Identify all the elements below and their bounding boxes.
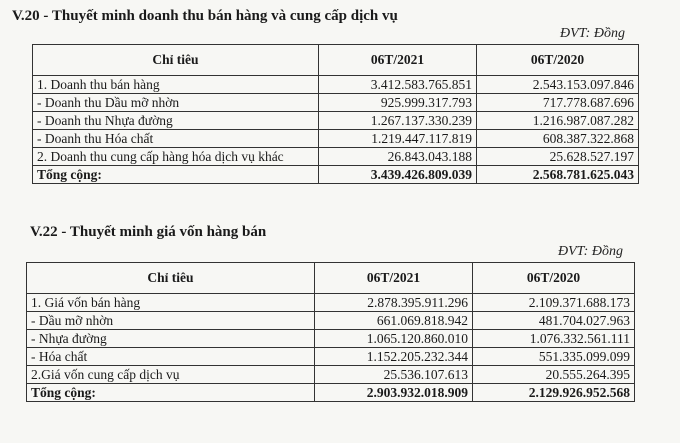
header-indicator: Chỉ tiêu <box>33 45 319 76</box>
total-2020: 2.129.926.952.568 <box>473 384 635 402</box>
revenue-table <box>32 44 639 184</box>
cogs-table <box>26 262 635 402</box>
value-2020: 1.216.987.087.282 <box>477 112 639 130</box>
table-row <box>27 312 635 330</box>
header-2020: 06T/2020 <box>473 263 635 294</box>
row-label: 1. Giá vốn bán hàng <box>27 294 315 312</box>
value-2021: 1.219.447.117.819 <box>319 130 477 148</box>
table-header-row <box>33 45 639 76</box>
row-label: - Nhựa đường <box>27 330 315 348</box>
value-2021: 2.878.395.911.296 <box>315 294 473 312</box>
value-2021: 26.843.043.188 <box>319 148 477 166</box>
table-row <box>33 130 639 148</box>
total-2021: 2.903.932.018.909 <box>315 384 473 402</box>
row-label: 2.Giá vốn cung cấp dịch vụ <box>27 366 315 384</box>
total-label: Tổng cộng: <box>33 166 319 184</box>
row-label: 2. Doanh thu cung cấp hàng hóa dịch vụ khác <box>33 148 319 166</box>
unit-label-revenue: ĐVT: Đồng <box>560 26 625 41</box>
table-row <box>27 294 635 312</box>
value-2020: 25.628.527.197 <box>477 148 639 166</box>
total-row <box>27 384 635 402</box>
table-row <box>27 366 635 384</box>
table-header-row <box>27 263 635 294</box>
value-2021: 1.152.205.232.344 <box>315 348 473 366</box>
header-2021: 06T/2021 <box>319 45 477 76</box>
value-2020: 608.387.322.868 <box>477 130 639 148</box>
total-2020: 2.568.781.625.043 <box>477 166 639 184</box>
total-label: Tổng cộng: <box>27 384 315 402</box>
header-indicator: Chỉ tiêu <box>27 263 315 294</box>
value-2020: 2.543.153.097.846 <box>477 76 639 94</box>
unit-label-cogs: ĐVT: Đồng <box>558 244 623 259</box>
value-2020: 20.555.264.395 <box>473 366 635 384</box>
value-2021: 661.069.818.942 <box>315 312 473 330</box>
total-row <box>33 166 639 184</box>
row-label: - Doanh thu Nhựa đường <box>33 112 319 130</box>
value-2021: 3.412.583.765.851 <box>319 76 477 94</box>
value-2021: 25.536.107.613 <box>315 366 473 384</box>
table-row <box>33 148 639 166</box>
table-row <box>33 76 639 94</box>
table-row <box>27 348 635 366</box>
table-row <box>33 112 639 130</box>
header-2021: 06T/2021 <box>315 263 473 294</box>
total-2021: 3.439.426.809.039 <box>319 166 477 184</box>
value-2021: 1.267.137.330.239 <box>319 112 477 130</box>
row-label: 1. Doanh thu bán hàng <box>33 76 319 94</box>
table-row <box>27 330 635 348</box>
section-title-revenue: V.20 - Thuyết minh doanh thu bán hàng và cung cấp dịch vụ <box>12 8 398 24</box>
value-2020: 551.335.099.099 <box>473 348 635 366</box>
value-2020: 1.076.332.561.111 <box>473 330 635 348</box>
table-row <box>33 94 639 112</box>
header-2020: 06T/2020 <box>477 45 639 76</box>
value-2020: 717.778.687.696 <box>477 94 639 112</box>
value-2021: 1.065.120.860.010 <box>315 330 473 348</box>
row-label: - Doanh thu Hóa chất <box>33 130 319 148</box>
row-label: - Dầu mỡ nhờn <box>27 312 315 330</box>
section-title-cogs: V.22 - Thuyết minh giá vốn hàng bán <box>30 224 267 240</box>
row-label: - Hóa chất <box>27 348 315 366</box>
value-2020: 481.704.027.963 <box>473 312 635 330</box>
row-label: - Doanh thu Dầu mỡ nhờn <box>33 94 319 112</box>
value-2021: 925.999.317.793 <box>319 94 477 112</box>
value-2020: 2.109.371.688.173 <box>473 294 635 312</box>
